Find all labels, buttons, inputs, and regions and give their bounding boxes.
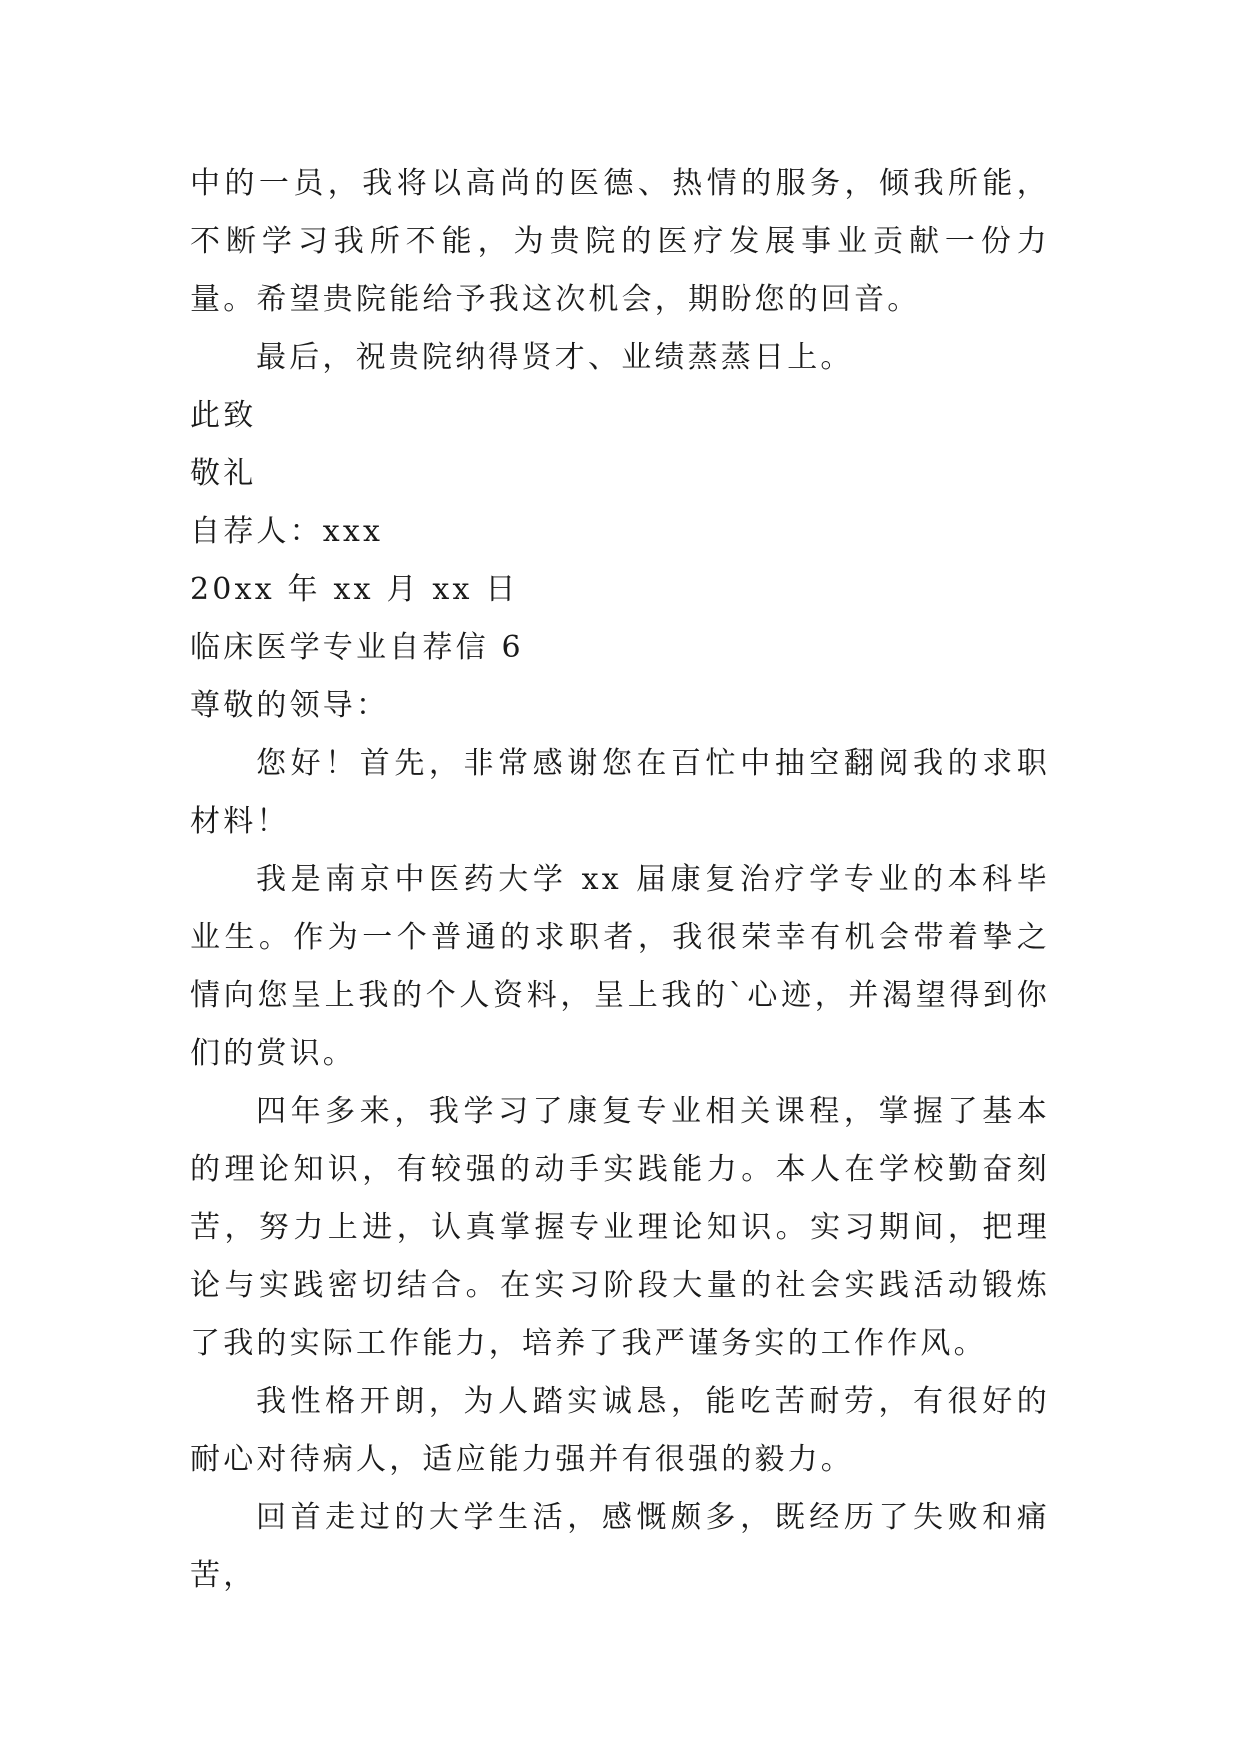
paragraph-retrospect: 回首走过的大学生活，感慨颇多，既经历了失败和痛苦， (190, 1500, 1050, 1593)
paragraph-thanks: 您好！首先，非常感谢您在百忙中抽空翻阅我的求职材料！ (190, 746, 1050, 839)
signature-name: 自荐人：xxx (190, 514, 384, 549)
signature-date: 20xx 年 xx 月 xx 日 (190, 572, 519, 607)
paragraph-personality: 我性格开朗，为人踏实诚恳，能吃苦耐劳，有很好的耐心对待病人，适应能力强并有很强的毅力。 (190, 1384, 1050, 1477)
salutation-jingli: 敬礼 (190, 456, 257, 491)
paragraph-closing-commitment: 中的一员，我将以高尚的医德、热情的服务，倾我所能，不断学习我所不能，为贵院的医疗发展事业贡献一份力量。希望贵院能给予我这次机会，期盼您的回音。 (190, 166, 1050, 317)
letter-body (190, 155, 1050, 1605)
paragraph-study-experience: 四年多来，我学习了康复专业相关课程，掌握了基本的理论知识，有较强的动手实践能力。本人在学校勤奋刻苦，努力上进，认真掌握专业理论知识。实习期间，把理论与实践密切结合。在实习阶段大量的社会实践活动锻炼了我的实际工作能力，培养了我严谨务实的工作作风。 (190, 1094, 1050, 1361)
paragraph-best-wishes: 最后，祝贵院纳得贤才、业绩蒸蒸日上。 (256, 340, 854, 375)
section-title: 临床医学专业自荐信 6 (190, 630, 524, 665)
paragraph-introduction: 我是南京中医药大学 xx 届康复治疗学专业的本科毕业生。作为一个普通的求职者，我很荣幸有机会带着挚之情向您呈上我的个人资料，呈上我的`心迹，并渴望得到你们的赏识。 (190, 862, 1050, 1071)
greeting: 尊敬的领导： (190, 688, 390, 723)
salutation-cizhi: 此致 (190, 398, 257, 433)
